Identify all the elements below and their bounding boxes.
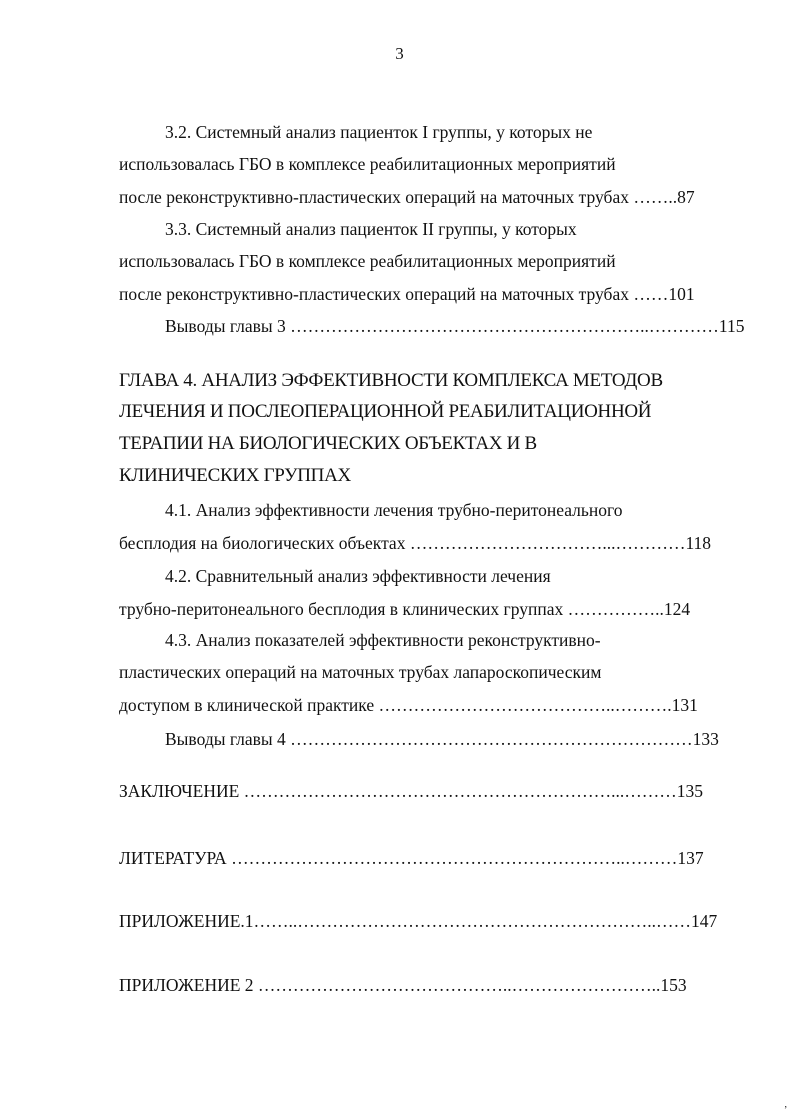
toc-line-3-2-a: 3.2. Системный анализ пациенток I группы, у которых не bbox=[165, 122, 593, 142]
toc-line-3-3-a: 3.3. Системный анализ пациенток II группы, у которых bbox=[165, 219, 577, 239]
toc-line-4-1-a: 4.1. Анализ эффективности лечения трубно-перитонеального bbox=[165, 500, 623, 520]
chapter-heading-line-2: ЛЕЧЕНИЯ И ПОСЛЕОПЕРАЦИОННОЙ РЕАБИЛИТАЦИОННОЙ bbox=[119, 401, 652, 422]
toc-line-3-3-c: после реконструктивно-пластических операций на маточных трубах ……101 bbox=[119, 284, 695, 304]
toc-line-appendix-2: ПРИЛОЖЕНИЕ 2 ……………………………………..……………………..153 bbox=[119, 975, 687, 995]
toc-line-4-3-c: доступом в клинической практике …………………………………..……….131 bbox=[119, 695, 698, 715]
toc-line-conclusion: ЗАКЛЮЧЕНИЕ ………………………………………………………...………135 bbox=[119, 781, 704, 801]
chapter-heading-line-3: ТЕРАПИИ НА БИОЛОГИЧЕСКИХ ОБЪЕКТАХ И В bbox=[119, 433, 537, 454]
chapter-heading-line-4: КЛИНИЧЕСКИХ ГРУППАХ bbox=[119, 465, 351, 486]
toc-line-conclusions-3: Выводы главы 3 ……………………………………………………..…………115 bbox=[165, 316, 745, 336]
toc-line-3-2-b: использовалась ГБО в комплексе реабилитационных мероприятий bbox=[119, 154, 616, 174]
toc-line-4-3-b: пластических операций на маточных трубах лапароскопическим bbox=[119, 662, 602, 682]
toc-line-4-2-b: трубно-перитонеального бесплодия в клинических группах ……………..124 bbox=[119, 599, 691, 619]
toc-line-4-3-a: 4.3. Анализ показателей эффективности реконструктивно- bbox=[165, 630, 601, 650]
toc-line-conclusions-4: Выводы главы 4 ……………………………………………………………133 bbox=[165, 729, 719, 749]
toc-line-4-2-a: 4.2. Сравнительный анализ эффективности лечения bbox=[165, 566, 551, 586]
toc-line-4-1-b: бесплодия на биологических объектах ……………………………...…………118 bbox=[119, 533, 712, 553]
toc-line-3-2-c: после реконструктивно-пластических операций на маточных трубах ……..87 bbox=[119, 187, 695, 207]
toc-line-3-3-b: использовалась ГБО в комплексе реабилитационных мероприятий bbox=[119, 251, 616, 271]
page-number: 3 bbox=[395, 44, 404, 63]
toc-line-references: ЛИТЕРАТУРА …………………………………………………………..………137 bbox=[119, 848, 704, 868]
toc-line-appendix-1: ПРИЛОЖЕНИЕ.1……..……………………………………………………..……147 bbox=[119, 911, 718, 931]
corner-mark: , bbox=[784, 1099, 787, 1110]
chapter-heading-line-1: ГЛАВА 4. АНАЛИЗ ЭФФЕКТИВНОСТИ КОМПЛЕКСА МЕТОДОВ bbox=[119, 370, 663, 391]
